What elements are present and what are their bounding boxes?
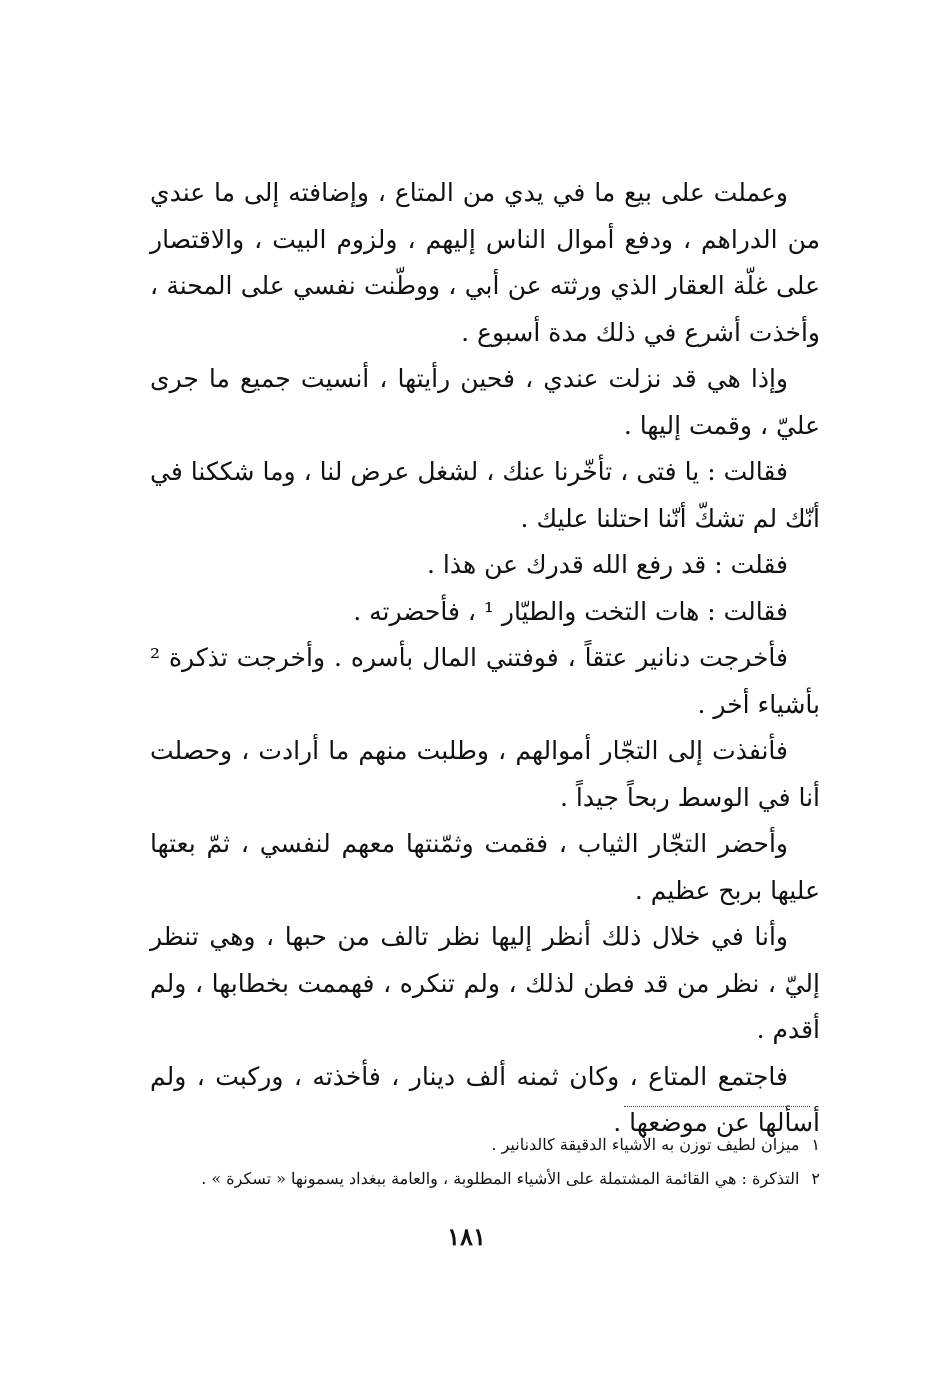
- footnote-text: ميزان لطيف توزن به الأشياء الدقيقة كالدنانير .: [491, 1135, 800, 1154]
- paragraph-9: وأنا في خلال ذلك أنظر إليها نظر تالف من حبها ، وهي تنظر إليّ ، نظر من قد فطن لذلك ، ولم تنكره ، فهممت بخطابها ، ولم أقدم .: [150, 922, 820, 1044]
- footnote-number: ١: [811, 1135, 820, 1154]
- paragraph-10: فاجتمع المتاع ، وكان ثمنه ألف دينار ، فأخذته ، وركبت ، ولم أسألها عن موضعها .: [150, 1061, 820, 1137]
- paragraph-8: وأحضر التجّار الثياب ، فقمت وثمّنتها معهم لنفسي ، ثمّ بعتها عليها بربح عظيم .: [150, 829, 820, 905]
- paragraph-5: فقالت : هات التخت والطيّار ¹ ، فأحضرته .: [353, 596, 788, 626]
- footnote-text: التذكرة : هي القائمة المشتملة على الأشياء المطلوبة ، والعامة ببغداد يسمونها « تسكرة » .: [201, 1169, 800, 1188]
- paragraph-7: فأنفذت إلى التجّار أموالهم ، وطلبت منهم ما أرادت ، وحصلت أنا في الوسط ربحاً جيداً .: [150, 736, 820, 812]
- footnote-1: [150, 1128, 820, 1162]
- footnote-number: ٢: [811, 1169, 820, 1188]
- paragraph-6: فأخرجت دنانير عتقاً ، فوفتني المال بأسره . وأخرجت تذكرة ² بأشياء أخر .: [150, 643, 820, 719]
- paragraph-4: فقلت : قد رفع الله قدرك عن هذا .: [427, 550, 788, 579]
- page-number: ١٨١: [447, 1222, 486, 1251]
- main-text: [150, 170, 820, 1147]
- paragraph-1: وعملت على بيع ما في يدي من المتاع ، وإضافته إلى ما عندي من الدراهم ، ودفع أموال الناس إليهم ، ولزوم البيت ، والاقتصار على غلّة العقار الذي ورثته عن أبي ، ووطّنت نفسي على المحنة ، وأخذت أشرع في ذلك مدة أسبوع .: [150, 178, 820, 347]
- footnote-2: [150, 1162, 820, 1196]
- footnotes: [150, 1128, 820, 1196]
- paragraph-3: فقالت : يا فتى ، تأخّرنا عنك ، لشغل عرض لنا ، وما شككنا في أنّك لم تشكّ أنّنا احتلنا عليك .: [150, 457, 820, 533]
- footnote-divider: [624, 1106, 810, 1107]
- paragraph-2: وإذا هي قد نزلت عندي ، فحين رأيتها ، أنسيت جميع ما جرى عليّ ، وقمت إليها .: [150, 364, 820, 440]
